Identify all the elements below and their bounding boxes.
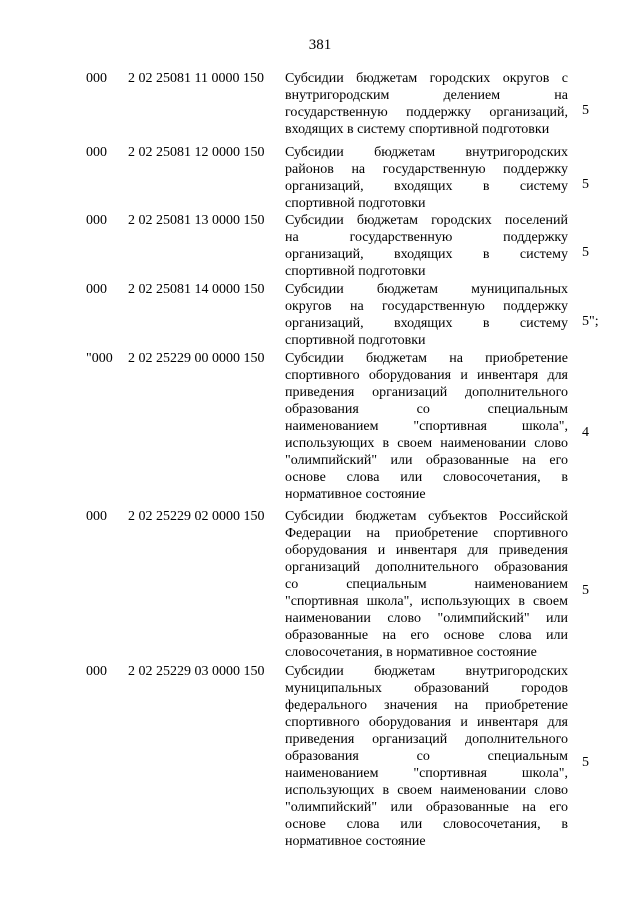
standard-value: 5 xyxy=(582,583,589,598)
standard-value: 5 xyxy=(582,245,589,260)
description-line: Субсидии бюджетам на приобретение xyxy=(285,351,568,366)
description-line: районов на государственную поддержку xyxy=(285,162,568,177)
description-line: наименованием "спортивная школа", xyxy=(285,419,568,434)
description-line: оборудования и инвентаря для приведения xyxy=(285,543,568,558)
budget-classification-code: 2 02 25081 13 0000 150 xyxy=(128,213,265,228)
budget-classification-code: 2 02 25229 02 0000 150 xyxy=(128,509,265,524)
description-line: использующих в своем наименовании слово xyxy=(285,783,568,798)
budget-classification-code: 2 02 25081 11 0000 150 xyxy=(128,71,264,86)
description-line: Субсидии бюджетам муниципальных xyxy=(285,282,568,297)
standard-value: 5 xyxy=(582,103,589,118)
description-line: спортивной подготовки xyxy=(285,264,426,279)
description-line: округов на государственную поддержку xyxy=(285,299,568,314)
description-line: Субсидии бюджетам внутригородских xyxy=(285,145,568,160)
description-line: Субсидии бюджетам городских поселений xyxy=(285,213,568,228)
admin-code: 000 xyxy=(86,282,107,297)
description-line: со специальным наименованием xyxy=(285,577,568,592)
description-line: образованные на его основе слова или xyxy=(285,628,568,643)
admin-code: 000 xyxy=(86,213,107,228)
description-line: внутригородским делением на xyxy=(285,88,568,103)
description-line: образования со специальным xyxy=(285,749,568,764)
description-line: государственную поддержку организаций, xyxy=(285,105,568,120)
page-number: 381 xyxy=(308,37,332,53)
description-line: спортивной подготовки xyxy=(285,333,426,348)
standard-value: 5 xyxy=(582,755,589,770)
description-line: "олимпийский" или образованные на его xyxy=(285,800,568,815)
description-line: Федерации на приобретение спортивного xyxy=(285,526,568,541)
description-line: входящих в систему спортивной подготовки xyxy=(285,122,550,137)
standard-value: 5 xyxy=(582,177,589,192)
description-line: "спортивная школа", использующих в своем xyxy=(285,594,568,609)
description-line: организаций, входящих в систему xyxy=(285,247,568,262)
revenue-description xyxy=(285,350,568,503)
description-line: использующих в своем наименовании слово xyxy=(285,436,568,451)
description-line: организаций, входящих в систему xyxy=(285,179,568,194)
revenue-description xyxy=(285,508,568,661)
admin-code: 000 xyxy=(86,145,107,160)
description-line: спортивного оборудования и инвентаря для xyxy=(285,368,568,383)
description-line: на государственную поддержку xyxy=(285,230,568,245)
standard-value: 4 xyxy=(582,425,589,440)
budget-classification-code: 2 02 25229 00 0000 150 xyxy=(128,351,265,366)
admin-code: 000 xyxy=(86,71,107,86)
revenue-description xyxy=(285,663,568,850)
description-line: спортивного оборудования и инвентаря для xyxy=(285,715,568,730)
description-line: образования со специальным xyxy=(285,402,568,417)
budget-classification-code: 2 02 25229 03 0000 150 xyxy=(128,664,265,679)
description-line: основе слова или словосочетания, в xyxy=(285,470,568,485)
description-line: Субсидии бюджетам внутригородских xyxy=(285,664,568,679)
description-line: приведения организаций дополнительного xyxy=(285,385,568,400)
description-line: наименованием "спортивная школа", xyxy=(285,766,568,781)
description-line: словосочетания, в нормативное состояние xyxy=(285,645,537,660)
description-line: Субсидии бюджетам субъектов Российской xyxy=(285,509,568,524)
revenue-description xyxy=(285,281,568,349)
description-line: нормативное состояние xyxy=(285,834,426,849)
description-line: приведения организаций дополнительного xyxy=(285,732,568,747)
description-line: "олимпийский" или образованные на его xyxy=(285,453,568,468)
description-line: организаций, входящих в систему xyxy=(285,316,568,331)
description-line: наименовании слово "олимпийский" или xyxy=(285,611,568,626)
description-line: организаций дополнительного образования xyxy=(285,560,568,575)
budget-classification-code: 2 02 25081 14 0000 150 xyxy=(128,282,265,297)
description-line: спортивной подготовки xyxy=(285,196,426,211)
description-line: основе слова или словосочетания, в xyxy=(285,817,568,832)
description-line: нормативное состояние xyxy=(285,487,426,502)
standard-value: 5"; xyxy=(582,314,599,329)
revenue-description xyxy=(285,212,568,280)
description-line: Субсидии бюджетам городских округов с xyxy=(285,71,568,86)
budget-classification-code: 2 02 25081 12 0000 150 xyxy=(128,145,265,160)
description-line: федерального значения на приобретение xyxy=(285,698,568,713)
description-line: муниципальных образований городов xyxy=(285,681,568,696)
admin-code: 000 xyxy=(86,664,107,679)
admin-code: "000 xyxy=(86,351,113,366)
admin-code: 000 xyxy=(86,509,107,524)
revenue-description xyxy=(285,144,568,212)
revenue-description xyxy=(285,70,568,138)
